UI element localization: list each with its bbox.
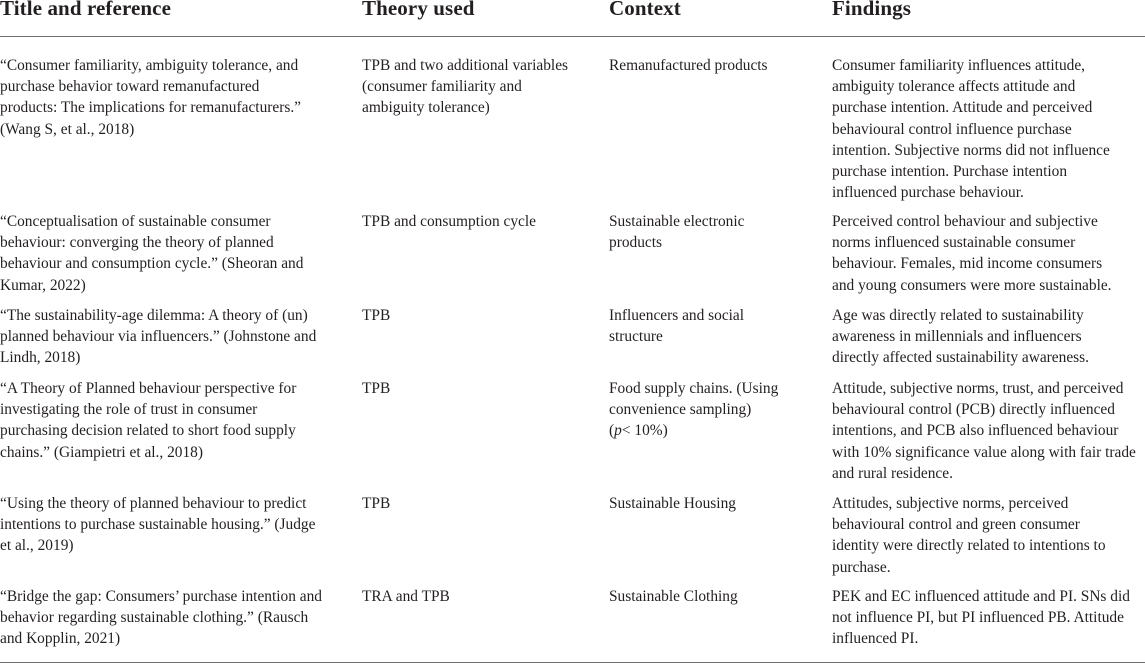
theory-cell (362, 586, 450, 607)
context-cell (609, 211, 744, 253)
cell-line: investigating the role of trust in consumer (0, 401, 258, 419)
cell-line: TPB (362, 380, 391, 397)
cell-line: TPB (362, 307, 391, 324)
title-cell (0, 378, 296, 463)
cell-line: purchase intention. Attitude and perceived (832, 99, 1093, 117)
cell-line: “A Theory of Planned behaviour perspective for (0, 380, 297, 397)
cell-line: “Consumer familiarity, ambiguity tolerance, and (0, 57, 299, 74)
cell-line: awareness in millennials and influencers (832, 328, 1082, 346)
cell-line: Sustainable Clothing (609, 588, 738, 605)
title-cell (0, 586, 322, 650)
context-cell (609, 55, 768, 76)
cell-line: norms influenced sustainable consumer (832, 234, 1076, 252)
cell-line: identity were directly related to intentions to (832, 537, 1106, 555)
cell-line: planned behaviour via influencers.” (Johnstone and (0, 328, 317, 346)
cell-line: Food supply chains. (Using (609, 380, 779, 397)
cell-line: intentions to purchase sustainable housing.” (Judge (0, 516, 316, 534)
cell-line: (Wang S, et al., 2018) (0, 120, 135, 138)
cell-line: Attitudes, subjective norms, perceived (832, 495, 1069, 512)
cell-line: Sustainable Housing (609, 495, 736, 512)
cell-line: behaviour: converging the theory of planned (0, 234, 274, 252)
cell-line: Remanufactured products (609, 57, 768, 74)
theory-cell (362, 493, 390, 514)
cell-line: and young consumers were more sustainable. (832, 276, 1112, 294)
title-cell (0, 493, 315, 557)
context-cell (609, 378, 778, 442)
cell-line: with 10% significance value along with fair trade (832, 443, 1136, 461)
cell-line: not influence PI, but PI influenced PB. Attitude (832, 609, 1124, 627)
cell-line: “Using the theory of planned behaviour to predict (0, 495, 307, 512)
cell-line: products: The implications for remanufacturers.” (0, 99, 302, 117)
cell-line: PEK and EC influenced attitude and PI. SNs did (832, 588, 1130, 605)
cell-line: convenience sampling) (609, 401, 752, 419)
findings-cell (832, 493, 1106, 578)
cell-line: (consumer familiarity and (362, 78, 522, 96)
cell-line: behavioural control influence purchase (832, 120, 1072, 138)
cell-line: structure (609, 328, 663, 346)
findings-cell (832, 305, 1089, 369)
cell-line: influenced PI. (832, 630, 919, 648)
cell-line: directly affected sustainability awareness. (832, 349, 1089, 367)
cell-line: Consumer familiarity influences attitude, (832, 57, 1086, 74)
cell-line: ambiguity tolerance affects attitude and (832, 78, 1076, 96)
findings-cell (832, 378, 1136, 484)
cell-line: behavioural control and green consumer (832, 516, 1080, 534)
cell-line: Kumar, 2022) (0, 276, 86, 294)
cell-line: behaviour. Females, mid income consumers (832, 255, 1103, 273)
cell-line: behavior regarding sustainable clothing.” (Rausch (0, 609, 309, 627)
context-cell (609, 586, 738, 607)
table-header (0, 0, 1145, 37)
table-bottom-rule (0, 662, 1145, 663)
cell-line: purchase behavior toward remanufactured (0, 78, 260, 96)
theory-cell (362, 305, 390, 326)
title-cell (0, 55, 301, 140)
cell-line: ambiguity tolerance) (362, 99, 490, 117)
cell-line: Lindh, 2018) (0, 349, 81, 367)
cell-line: products (609, 234, 663, 252)
cell-line: TPB and consumption cycle (362, 213, 536, 230)
header-context: Context (609, 0, 681, 20)
cell-line: TRA and TPB (362, 588, 450, 605)
cell-line: (p< 10%) (609, 422, 668, 440)
title-cell (0, 305, 316, 369)
cell-line: TPB and two additional variables (362, 57, 569, 74)
cell-line: purchasing decision related to short food supply (0, 422, 296, 440)
theory-cell (362, 378, 390, 399)
cell-line: chains.” (Giampietri et al., 2018) (0, 443, 204, 461)
findings-cell (832, 586, 1130, 650)
cell-line: purchase. (832, 558, 891, 576)
cell-line: behavioural control (PCB) directly influenced (832, 401, 1115, 419)
context-cell (609, 493, 736, 514)
cell-line: et al., 2019) (0, 537, 74, 555)
theory-cell (362, 55, 568, 119)
theory-cell (362, 211, 536, 232)
context-cell (609, 305, 744, 347)
header-title-and-reference: Title and reference (0, 0, 172, 20)
header-theory-used: Theory used (362, 0, 475, 20)
findings-cell (832, 211, 1112, 296)
cell-line: TPB (362, 495, 391, 512)
findings-cell (832, 55, 1110, 203)
cell-line: Age was directly related to sustainability (832, 307, 1084, 324)
cell-line: Perceived control behaviour and subjective (832, 213, 1098, 230)
cell-line: Influencers and social (609, 307, 745, 324)
cell-line: Sustainable electronic (609, 213, 745, 230)
cell-line: behaviour and consumption cycle.” (Sheoran and (0, 255, 304, 273)
cell-line: “Conceptualisation of sustainable consumer (0, 213, 271, 230)
cell-line: intention. Subjective norms did not influence (832, 141, 1110, 159)
header-findings: Findings (832, 0, 912, 20)
cell-line: “The sustainability-age dilemma: A theory of (un) (0, 307, 308, 324)
cell-line: and rural residence. (832, 464, 953, 482)
cell-line: purchase intention. Purchase intention (832, 163, 1068, 181)
title-cell (0, 211, 303, 296)
cell-line: intentions, and PCB also influenced behaviour (832, 422, 1119, 440)
cell-line: Attitude, subjective norms, trust, and perceived (832, 380, 1124, 397)
cell-line: “Bridge the gap: Consumers’ purchase intention and (0, 588, 322, 605)
cell-line: influenced purchase behaviour. (832, 184, 1024, 202)
cell-line: and Kopplin, 2021) (0, 630, 121, 648)
